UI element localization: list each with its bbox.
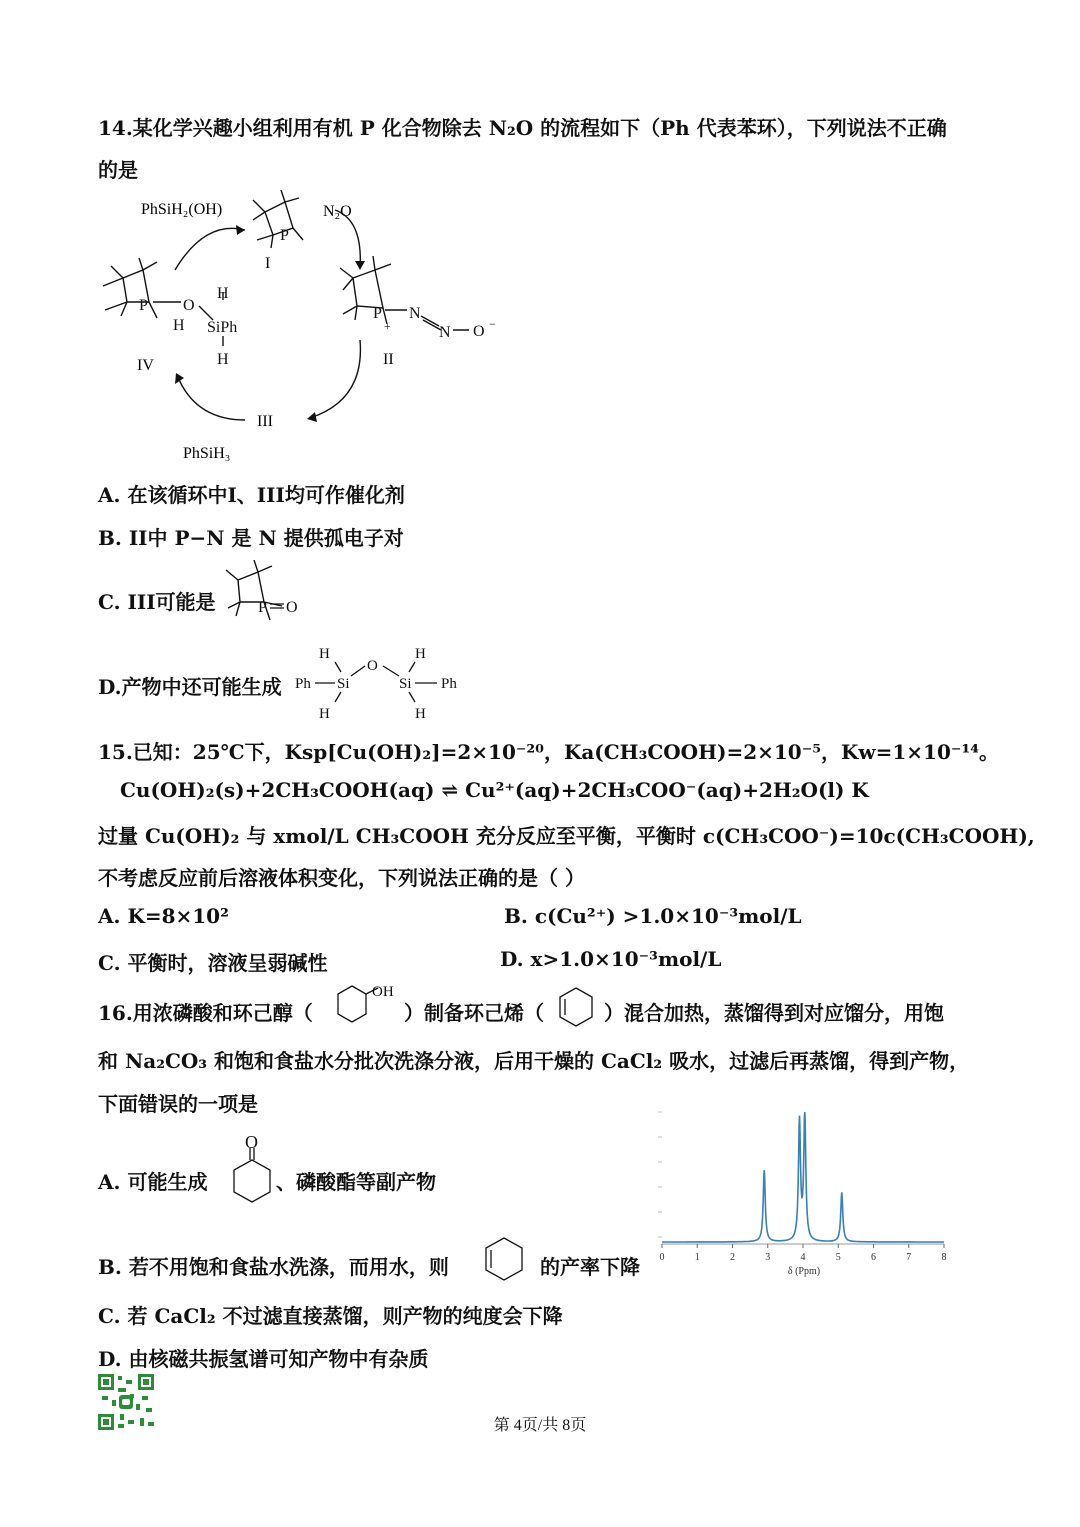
svg-text:Ph: Ph xyxy=(295,676,311,692)
q14-option-b: B. II中 P−N 是 N 提供孤电子对 xyxy=(98,526,404,550)
svg-text:O: O xyxy=(367,658,378,674)
svg-text:P: P xyxy=(280,227,289,244)
svg-text:H: H xyxy=(217,285,229,302)
structure-cyclohexene-small xyxy=(478,1234,532,1286)
structure-phosphine-oxide xyxy=(220,560,310,635)
o-label: O xyxy=(245,1132,258,1152)
q16-stem-part-c: ）混合加热，蒸馏得到对应馏分，用饱 xyxy=(604,1001,944,1025)
nmr-x-tick-label: 0 xyxy=(659,1252,665,1263)
svg-text:O: O xyxy=(473,323,485,340)
svg-text:P: P xyxy=(373,305,382,322)
svg-text:N: N xyxy=(409,305,421,322)
q15-option-a: A. K=8×10² xyxy=(98,904,229,928)
svg-text:SiPh: SiPh xyxy=(207,319,238,336)
svg-text:Si: Si xyxy=(399,676,412,692)
q15-stem-line3: 过量 Cu(OH)₂ 与 xmol/L CH₃COOH 充分反应至平衡，平衡时 c(CH₃COO⁻)=10c(CH₃COOH), xyxy=(98,824,1035,848)
q16-stem-line3: 下面错误的一项是 xyxy=(98,1092,258,1116)
svg-text:P: P xyxy=(139,297,148,314)
q16-option-a-pre: A. 可能生成 xyxy=(98,1170,208,1194)
svg-text:H: H xyxy=(319,646,330,662)
q16-stem-part-a: 16.用浓磷酸和环己醇（ xyxy=(98,1001,313,1025)
nmr-x-tick-label: 6 xyxy=(871,1252,876,1263)
q16-stem-part-b: ）制备环己烯（ xyxy=(404,1001,544,1025)
svg-text:+: + xyxy=(384,319,391,333)
nmr-spectrum-line xyxy=(662,1112,944,1242)
q16-option-c: C. 若 CaCl₂ 不过滤直接蒸馏，则产物的纯度会下降 xyxy=(98,1304,563,1328)
q16-option-a-post: 、磷酸酯等副产物 xyxy=(276,1170,436,1194)
svg-text:N: N xyxy=(439,324,451,341)
reagent-phsih3: PhSiH₃ xyxy=(183,445,231,462)
compound-III-label: III xyxy=(257,413,273,430)
q14-option-a: A. 在该循环中I、III均可作催化剂 xyxy=(98,483,405,507)
structure-cyclohexene xyxy=(548,984,604,1034)
svg-text:H: H xyxy=(415,646,426,662)
compound-I-label: I xyxy=(265,255,271,272)
svg-text:Ph: Ph xyxy=(441,676,457,692)
q15-option-c: C. 平衡时，溶液呈弱碱性 xyxy=(98,951,328,975)
compound-II-label: II xyxy=(383,351,394,368)
oh-label: OH xyxy=(372,984,394,1000)
svg-text:P: P xyxy=(258,599,267,616)
structure-disiloxane xyxy=(295,640,475,725)
svg-text:O: O xyxy=(286,599,298,616)
svg-text:Si: Si xyxy=(337,676,350,692)
q14-stem-line1: 14.某化学兴趣小组利用有机 P 化合物除去 N₂O 的流程如下（Ph 代表苯环），下列说法不正确 xyxy=(98,116,947,140)
q15-stem-line1: 15.已知：25℃下，Ksp[Cu(OH)₂]=2×10⁻²⁰，Ka(CH₃COOH)=2×10⁻⁵，Kw=1×10⁻¹⁴。 xyxy=(98,740,999,764)
q16-option-b-pre: B. 若不用饱和食盐水洗涤，而用水，则 xyxy=(98,1255,449,1279)
q16-option-d: D. 由核磁共振氢谱可知产物中有杂质 xyxy=(98,1347,429,1371)
nmr-x-tick-label: 3 xyxy=(765,1252,771,1263)
svg-text:−: − xyxy=(489,317,496,331)
compound-IV-label: IV xyxy=(137,357,154,374)
svg-text:H: H xyxy=(217,351,229,368)
reagent-n2o: N₂O xyxy=(323,203,352,220)
nmr-x-axis-label: δ (Ppm) xyxy=(787,1266,821,1277)
q14-reaction-cycle-diagram xyxy=(95,190,525,470)
nmr-spectrum-chart xyxy=(656,1104,956,1284)
q16-stem-line2: 和 Na₂CO₃ 和饱和食盐水分批次洗涤分液，后用干燥的 CaCl₂ 吸水，过滤后再蒸馏，得到产物， xyxy=(98,1049,970,1073)
nmr-x-tick-label: 5 xyxy=(835,1252,841,1263)
q14-option-c: C. III可能是 xyxy=(98,590,216,614)
q14-option-d: D.产物中还可能生成 xyxy=(98,675,282,699)
svg-text:H: H xyxy=(319,706,330,722)
q15-option-d: D. x>1.0×10⁻³mol/L xyxy=(500,947,722,971)
svg-text:H: H xyxy=(415,706,426,722)
structure-cyclohexanol xyxy=(322,982,404,1034)
reagent-phsih2oh: PhSiH₂(OH) xyxy=(141,201,223,218)
nmr-x-tick-label: 2 xyxy=(730,1252,735,1263)
svg-text:O: O xyxy=(183,297,195,314)
page-footer: 第 4页/共 8页 xyxy=(493,1417,587,1434)
q15-stem-line4: 不考虑反应前后溶液体积变化，下列说法正确的是（ ） xyxy=(98,866,585,890)
q15-option-b: B. c(Cu²⁺) >1.0×10⁻³mol/L xyxy=(504,904,802,928)
nmr-x-tick-label: 4 xyxy=(800,1252,806,1263)
q15-equation: Cu(OH)₂(s)+2CH₃COOH(aq) ⇌ Cu²⁺(aq)+2CH₃COO⁻(aq)+2H₂O(l) K xyxy=(120,778,869,802)
q16-option-b-post: 的产率下降 xyxy=(540,1255,640,1279)
nmr-x-tick-label: 1 xyxy=(694,1252,700,1263)
svg-text:H: H xyxy=(173,317,185,334)
q14-stem-line2: 的是 xyxy=(98,158,138,182)
nmr-x-tick-label: 8 xyxy=(941,1252,947,1263)
nmr-x-tick-label: 7 xyxy=(906,1252,912,1263)
